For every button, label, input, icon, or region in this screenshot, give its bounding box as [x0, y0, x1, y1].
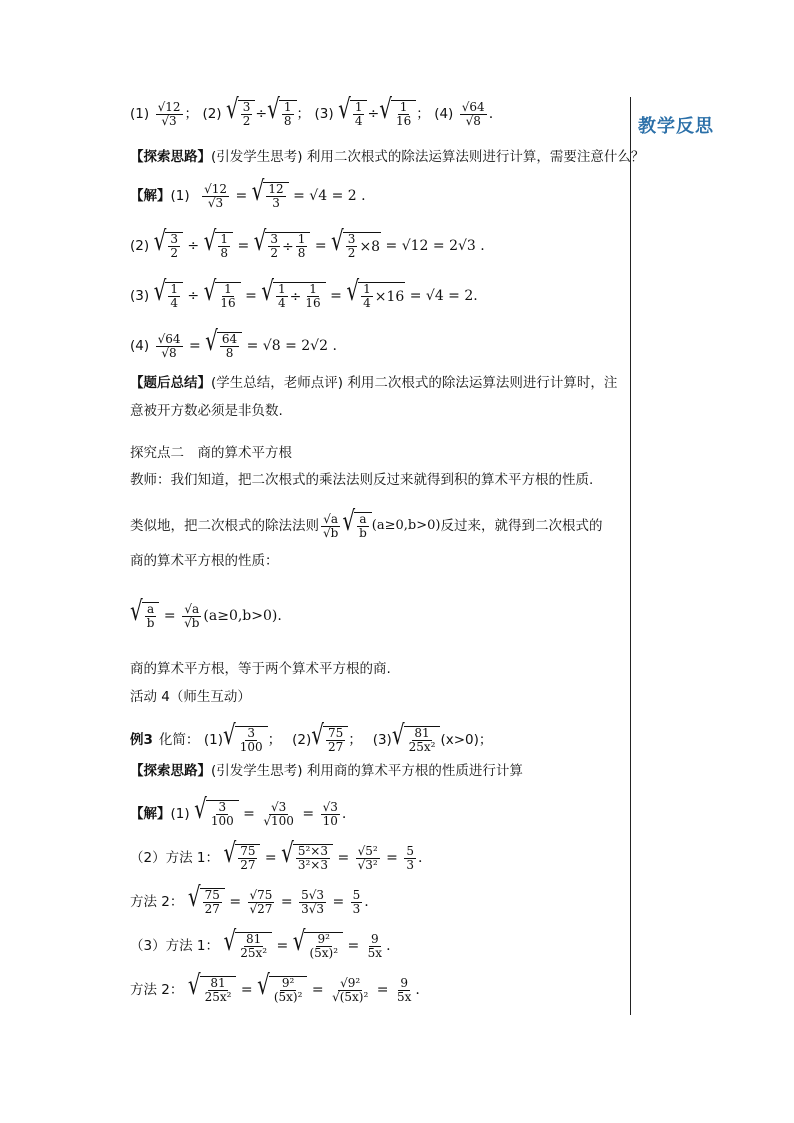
example-3: 例3 化简： (1) √ $\frac{3}{100}$ ； (2) √ $\frac{75}{27}$ ； (3) √ $\frac{81}{\text{25x²}}$ (x>0)；	[130, 718, 493, 754]
problem-3-label: (3)	[314, 106, 334, 122]
problem-1-label: (1)	[130, 106, 150, 122]
explore-hint-2: 【探索思路】(引发学生思考) 利用商的算术平方根的性质进行计算	[130, 763, 523, 779]
similar-text: 类似地，把二次根式的除法法则 $\frac{√a}{√b}$ √ $\frac{a}{b}$ (a≥0,b>0)反过来，就得到二次根式的	[130, 504, 603, 540]
summary-cont: 意被开方数必须是非负数.	[130, 403, 283, 419]
solution-ex3-2a: （2）方法 1： √ $\frac{75}{27}$ = √ $\frac{\text{5²×3}}{\text{3²×3}}$ = $\frac{\text{√5²}}{\text{√3²}}$ = $\frac{5}{3}$ .	[130, 836, 423, 872]
explore-hint-1: 【探索思路】(引发学生思考) 利用二次根式的除法运算法则进行计算，需要注意什么？	[130, 149, 645, 165]
property-formula: √ $\frac{a}{b}$ = $\frac{√a}{√b}$ (a≥0,b>0).	[130, 594, 282, 630]
section-heading: 探究点二 商的算术平方根	[130, 445, 292, 461]
solution-2: (2) √ $\frac{3}{2}$ ÷ √ $\frac{1}{8}$ = √ $\frac{3}{2}$ ÷ $\frac{1}{8}$ = √ $\frac{3}{2}$ ×8 = √12 = 2√3 .	[130, 224, 485, 260]
activity-title: 活动 4（师生互动）	[130, 689, 251, 705]
teaching-reflection-heading: 教学反思	[638, 116, 714, 137]
solution-ex3-1: 【解】(1) √ $\frac{3}{100}$ = $\frac{√3}{√100}$ = $\frac{√3}{10}$ .	[130, 792, 347, 828]
problem-list: (1) $\frac{√12}{√3}$ ； (2) √ $\frac{3}{2}$ ÷ √ $\frac{1}{8}$ ； (3) √ $\frac{1}{4}$ ÷ √ $\frac{1}{16}$ ； (4) $\frac{√64}{√8}$ .	[130, 92, 494, 128]
solution-4: (4) $\frac{√64}{√8}$ = √ $\frac{64}{8}$ = √8 = 2√2 .	[130, 324, 337, 360]
solution-1: 【解】(1) $\frac{√12}{√3}$ = √ $\frac{12}{3}$ = √4 = 2 .	[130, 174, 366, 210]
solution-3: (3) √ $\frac{1}{4}$ ÷ √ $\frac{1}{16}$ = √ $\frac{1}{4}$ ÷ $\frac{1}{16}$ = √ $\frac{1}{4}$ ×16 = √4 = 2.	[130, 274, 478, 310]
conclusion: 商的算术平方根，等于两个算术平方根的商.	[130, 661, 391, 677]
column-divider	[630, 97, 631, 1015]
problem-2-label: (2)	[202, 106, 222, 122]
summary: 【题后总结】(学生总结，老师点评) 利用二次根式的除法运算法则进行计算时，注	[130, 375, 618, 391]
problem-4-label: (4)	[434, 106, 454, 122]
solution-ex3-2b: 方法 2： √ $\frac{75}{27}$ = $\frac{√75}{√27}$ = $\frac{5√3}{3√3}$ = $\frac{5}{3}$ .	[130, 880, 369, 916]
teacher-text: 教师：我们知道，把二次根式的乘法法则反过来就得到积的算术平方根的性质.	[130, 472, 594, 488]
solution-ex3-3a: （3）方法 1： √ $\frac{81}{\text{25x²}}$ = √ $\frac{\text{9²}}{\text{(5x)²}}$ = $\frac{9}{5x}$ .	[130, 924, 391, 960]
expr: $\frac{√12}{√3}$	[157, 99, 181, 128]
similar-text-cont: 商的算术平方根的性质：	[130, 553, 279, 569]
solution-ex3-3b: 方法 2： √ $\frac{81}{\text{25x²}}$ = √ $\frac{\text{9²}}{\text{(5x)²}}$ = $\frac{\text{√9²}}{\text{√(5x)²}}$ = $\frac{9}{5x}$ .	[130, 968, 420, 1004]
